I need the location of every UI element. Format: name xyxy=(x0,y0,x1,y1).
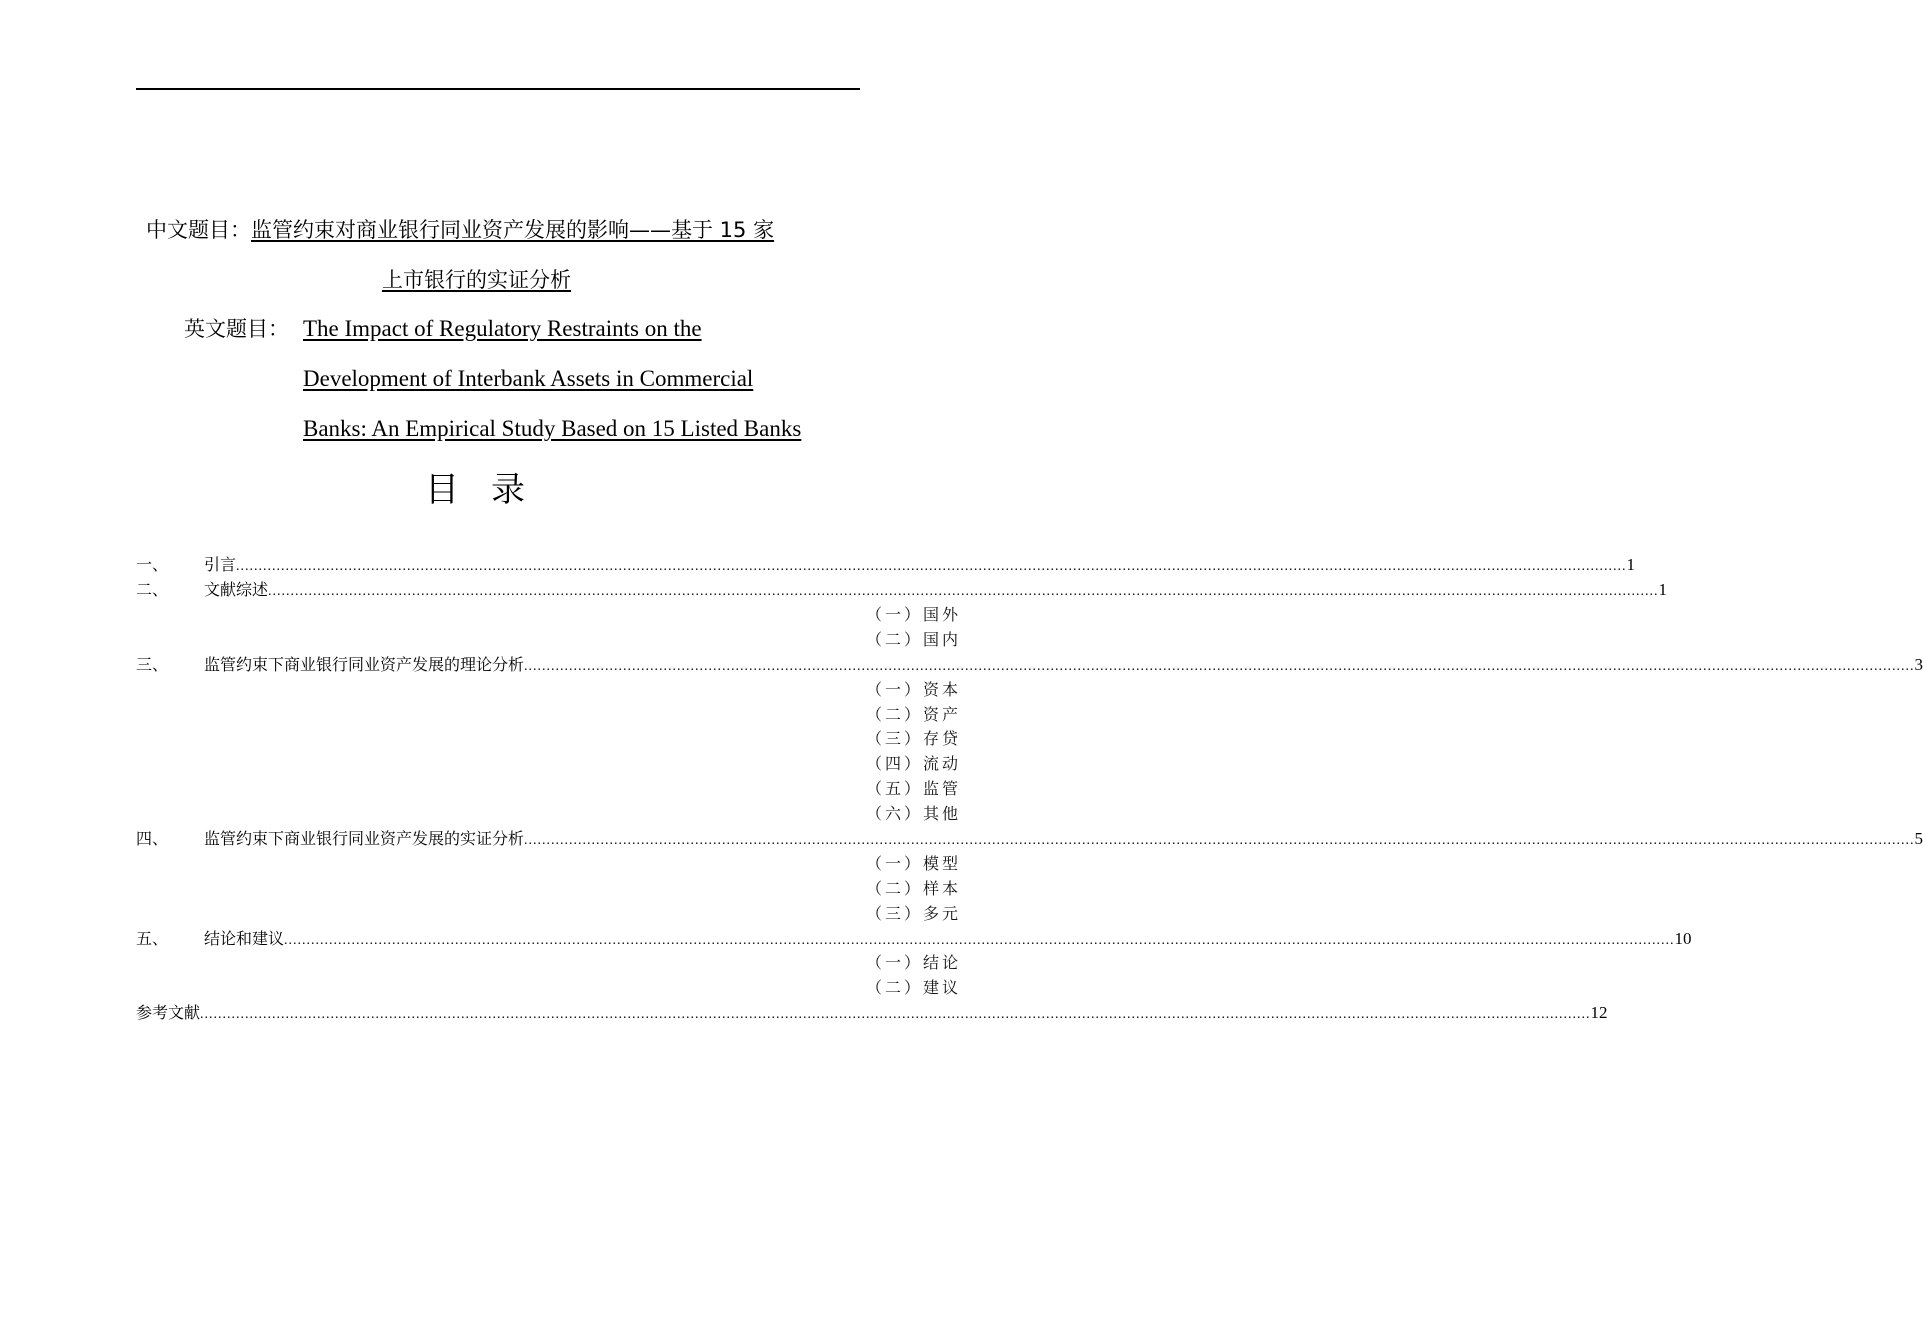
cn-title-row-2 xyxy=(382,266,571,294)
toc-entry-label: 参考文献 xyxy=(136,1003,201,1022)
toc-entry-page: 3 xyxy=(1914,655,1923,674)
toc-subentry[interactable]: （二）国内 xyxy=(866,630,962,649)
toc-title: 目录 xyxy=(425,470,557,510)
toc-subentry[interactable]: （一）结论 xyxy=(866,953,962,972)
toc-subentry[interactable]: （一）模型 xyxy=(866,854,962,873)
toc-entry-page: 10 xyxy=(1674,929,1692,948)
toc-subentry[interactable]: （三）存贷 xyxy=(866,729,962,748)
toc-entry-page: 12 xyxy=(1590,1003,1608,1022)
toc-leader-dots xyxy=(200,1003,1591,1027)
toc-entry-label: 结论和建议 xyxy=(204,929,285,948)
en-title-line1-row xyxy=(303,315,702,343)
toc-entry[interactable] xyxy=(136,927,1692,951)
toc-leader-dots xyxy=(284,929,1675,953)
toc-subentry[interactable]: （六）其他 xyxy=(866,804,962,823)
toc-entry-label: 引言 xyxy=(204,555,237,574)
en-title-line3-row xyxy=(303,415,801,443)
toc-entry-label: 监管约束下商业银行同业资产发展的理论分析 xyxy=(204,655,525,674)
toc-entry-number: 一、 xyxy=(136,555,169,574)
toc-entry[interactable] xyxy=(136,553,1636,577)
toc-entry-number: 三、 xyxy=(136,655,169,674)
en-title-line3: Banks: An Empirical Study Based on 15 Listed Banks xyxy=(303,416,802,441)
cn-title-label: 中文题目： xyxy=(146,218,251,242)
toc-entry[interactable] xyxy=(136,578,1668,602)
toc-subentry[interactable]: （四）流动 xyxy=(866,754,962,773)
toc-entry-number: 四、 xyxy=(136,829,169,848)
toc-entry-number: 五、 xyxy=(136,929,169,948)
toc-entry-references[interactable] xyxy=(136,1001,1608,1025)
toc-leader-dots xyxy=(524,655,1915,679)
en-title-line2: Development of Interbank Assets in Commercial xyxy=(303,366,754,391)
toc-subentry[interactable]: （二）建议 xyxy=(866,978,962,997)
header-rule xyxy=(136,88,860,90)
toc-leader-dots xyxy=(236,555,1627,579)
toc-subentry[interactable]: （一）国外 xyxy=(866,605,962,624)
en-title-line2-row xyxy=(303,365,753,393)
en-title-label: 英文题目： xyxy=(184,317,289,341)
cn-title-line1: 监管约束对商业银行同业资产发展的影响——基于 15 家 xyxy=(251,218,775,242)
toc-entry-number: 二、 xyxy=(136,580,169,599)
toc-entry-page: 1 xyxy=(1658,580,1668,599)
toc-leader-dots xyxy=(524,829,1915,853)
toc-subentry[interactable]: （三）多元 xyxy=(866,904,962,923)
toc-leader-dots xyxy=(268,580,1659,604)
toc-entry-label: 文献综述 xyxy=(204,580,269,599)
en-title-row xyxy=(184,315,289,343)
toc-entry-label: 监管约束下商业银行同业资产发展的实证分析 xyxy=(204,829,525,848)
toc-entry[interactable] xyxy=(136,653,1923,677)
en-title-line1: The Impact of Regulatory Restraints on the xyxy=(303,316,702,341)
toc-entry[interactable] xyxy=(136,827,1923,851)
cn-title-row xyxy=(146,216,774,244)
toc-entry-page: 5 xyxy=(1914,829,1923,848)
toc-subentry[interactable]: （二）资产 xyxy=(866,705,962,724)
toc-entry-page: 1 xyxy=(1626,555,1636,574)
toc-subentry[interactable]: （一）资本 xyxy=(866,680,962,699)
toc-subentry[interactable]: （五）监管 xyxy=(866,779,962,798)
toc-subentry[interactable]: （二）样本 xyxy=(866,879,962,898)
cn-title-line2: 上市银行的实证分析 xyxy=(382,268,571,292)
